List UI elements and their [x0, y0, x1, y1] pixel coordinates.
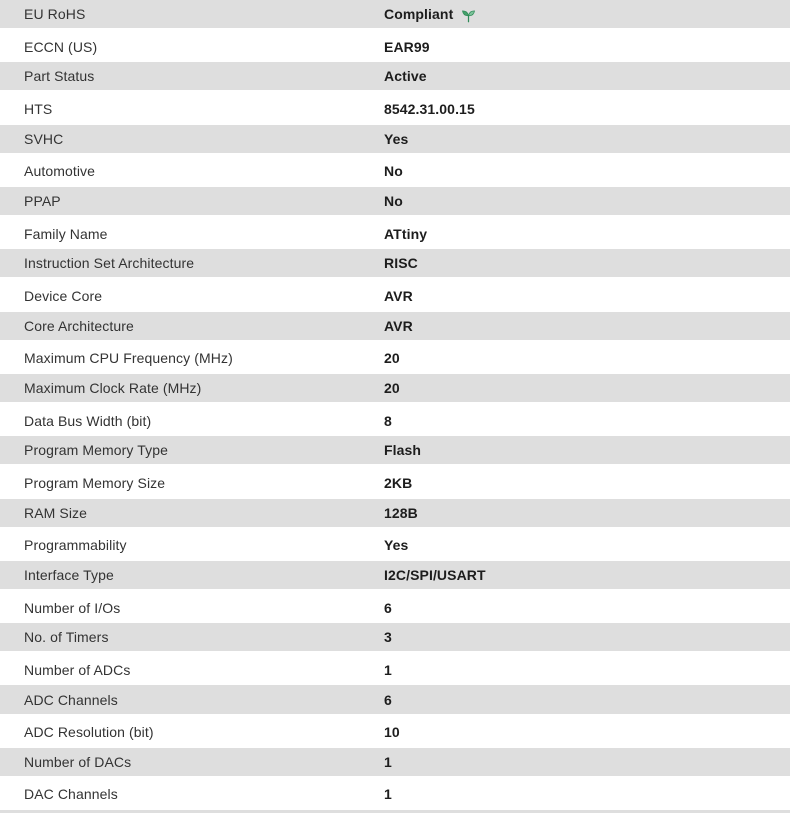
spec-value-text: 1: [384, 753, 392, 770]
spec-label: No. of Timers: [24, 629, 109, 646]
table-row: [0, 312, 790, 343]
spec-value-text: 20: [384, 350, 400, 367]
spec-value: [384, 748, 790, 776]
spec-value-text: AVR: [384, 287, 413, 304]
spec-value-text: 2KB: [384, 474, 413, 491]
spec-value-text: 1: [384, 661, 392, 678]
table-row: [0, 187, 790, 218]
table-row: [0, 748, 790, 779]
spec-label: ADC Resolution (bit): [24, 724, 154, 741]
spec-value-text: Flash: [384, 442, 422, 459]
spec-label: Interface Type: [24, 566, 114, 583]
spec-value: [384, 623, 790, 651]
table-row: [0, 467, 790, 498]
spec-value-text: No: [384, 163, 403, 180]
spec-label: RAM Size: [24, 504, 88, 521]
spec-value: [384, 561, 790, 589]
spec-value-text: 8542.31.00.15: [384, 101, 475, 118]
spec-label: Number of ADCs: [24, 661, 131, 678]
table-row: [0, 218, 790, 249]
spec-value: [384, 436, 790, 464]
spec-value: [384, 31, 790, 62]
spec-label: PPAP: [24, 193, 61, 210]
spec-value-text: RISC: [384, 255, 418, 272]
spec-value: [384, 312, 790, 340]
spec-value-text: ATtiny: [384, 225, 428, 242]
table-row: [0, 280, 790, 311]
spec-value-text: 6: [384, 599, 392, 616]
table-row: [0, 499, 790, 530]
spec-label: Core Architecture: [24, 317, 134, 334]
spec-label: ECCN (US): [24, 38, 98, 55]
table-row: [0, 436, 790, 467]
table-row: [0, 62, 790, 93]
spec-value-text: EAR99: [384, 38, 430, 55]
spec-label: Device Core: [24, 287, 103, 304]
spec-value: [384, 187, 790, 215]
table-row: [0, 249, 790, 280]
table-row: [0, 779, 790, 810]
table-row: [0, 685, 790, 716]
spec-value-text: AVR: [384, 317, 413, 334]
spec-label: Data Bus Width (bit): [24, 412, 152, 429]
spec-label: Programmability: [24, 537, 127, 554]
spec-label: EU RoHS: [24, 6, 86, 23]
table-row: [0, 0, 790, 31]
spec-value-text: 8: [384, 412, 392, 429]
spec-label: Program Memory Size: [24, 474, 166, 491]
spec-label: Number of I/Os: [24, 599, 121, 616]
spec-label: Instruction Set Architecture: [24, 255, 195, 272]
spec-value: [384, 685, 790, 713]
spec-value: [384, 343, 790, 374]
table-row: [0, 343, 790, 374]
spec-value-text: Yes: [384, 130, 409, 147]
spec-value-text: 1: [384, 786, 392, 803]
spec-value: [384, 93, 790, 124]
spec-value: [384, 374, 790, 402]
spec-value-text: 20: [384, 379, 400, 396]
spec-label: Program Memory Type: [24, 442, 169, 459]
spec-value-text: Compliant: [384, 6, 454, 23]
table-row: [0, 654, 790, 685]
spec-value: [384, 779, 790, 810]
table-row: [0, 592, 790, 623]
spec-label: Number of DACs: [24, 753, 132, 770]
spec-value: [384, 62, 790, 90]
spec-label: Automotive: [24, 163, 96, 180]
table-row: [0, 93, 790, 124]
spec-value: [384, 156, 790, 187]
spec-value-text: Active: [384, 68, 427, 85]
spec-value-text: No: [384, 193, 403, 210]
table-row: [0, 125, 790, 156]
spec-value: [384, 218, 790, 249]
table-row: [0, 561, 790, 592]
spec-value-text: 3: [384, 629, 392, 646]
spec-value: [384, 249, 790, 277]
spec-label: HTS: [24, 101, 53, 118]
spec-value: [384, 717, 790, 748]
table-row: [0, 717, 790, 748]
spec-value: [384, 530, 790, 561]
spec-value: [384, 125, 790, 153]
table-row: [0, 374, 790, 405]
table-row: [0, 530, 790, 561]
spec-label: SVHC: [24, 130, 64, 147]
spec-value: [384, 467, 790, 498]
table-row: [0, 31, 790, 62]
spec-value-text: 10: [384, 724, 400, 741]
leaf-icon: [461, 8, 476, 23]
spec-value-text: 128B: [384, 504, 418, 521]
spec-value: [384, 499, 790, 527]
spec-label: Maximum Clock Rate (MHz): [24, 379, 202, 396]
spec-label: Family Name: [24, 225, 108, 242]
spec-value: [384, 405, 790, 436]
spec-value-text: Yes: [384, 537, 409, 554]
table-row: [0, 623, 790, 654]
spec-label: DAC Channels: [24, 786, 118, 803]
table-row: [0, 156, 790, 187]
spec-value-text: I2C/SPI/USART: [384, 566, 486, 583]
spec-label: Maximum CPU Frequency (MHz): [24, 350, 233, 367]
table-row: [0, 405, 790, 436]
spec-value: [384, 592, 790, 623]
spec-label: ADC Channels: [24, 691, 118, 708]
spec-value: [384, 280, 790, 311]
spec-value: [384, 0, 790, 28]
spec-value-text: 6: [384, 691, 392, 708]
spec-value: [384, 654, 790, 685]
spec-label: Part Status: [24, 68, 95, 85]
